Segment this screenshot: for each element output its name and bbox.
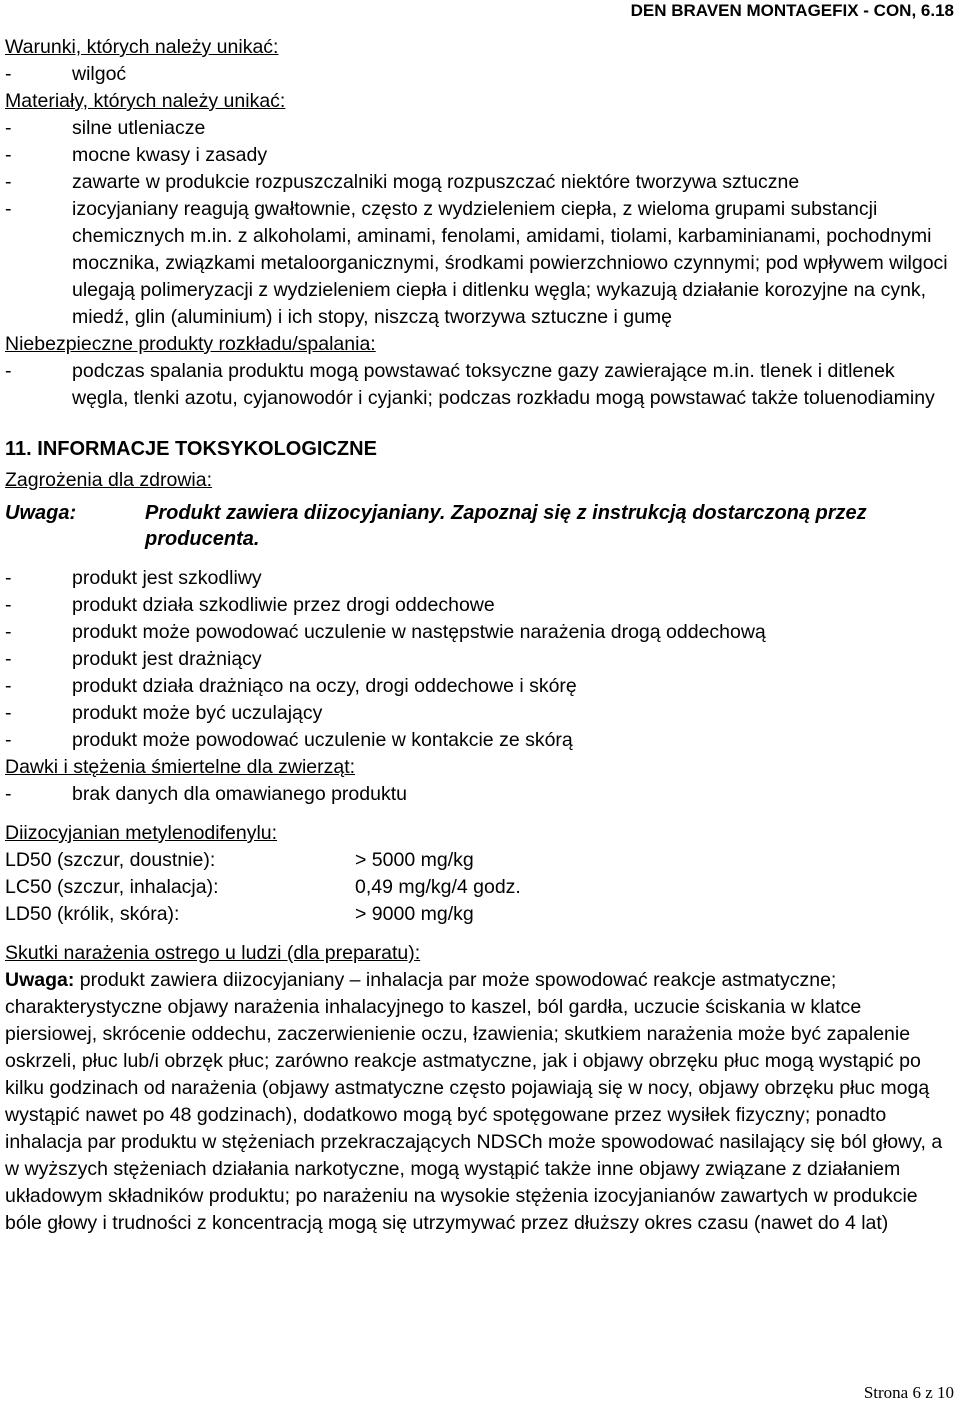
list-item: - produkt jest szkodliwy	[5, 567, 262, 589]
health-heading: Zagrożenia dla zdrowia:	[5, 469, 213, 491]
warning-note	[5, 500, 955, 552]
list-item: - wilgoć	[5, 63, 127, 85]
acute-exposure-heading: Skutki narażenia ostrego u ludzi (dla preparatu):	[5, 942, 421, 964]
warning-text: Produkt zawiera diizocyjaniany. Zapoznaj się z instrukcją dostarczoną przez producenta.	[145, 502, 867, 550]
document-header: DEN BRAVEN MONTAGEFIX - CON, 6.18	[630, 1, 954, 20]
list-item: - produkt może powodować uczulenie w kontakcie ze skórą	[5, 729, 573, 751]
page-number: Strona 6 z 10	[863, 1383, 954, 1402]
list-item: - produkt działa szkodliwie przez drogi oddechowe	[5, 594, 495, 616]
list-item: - silne utleniacze	[5, 117, 206, 139]
conditions-heading: Warunki, których należy unikać:	[5, 36, 279, 58]
section-title: 11. INFORMACJE TOKSYKOLOGICZNE	[5, 438, 377, 460]
list-item: - produkt jest drażniący	[5, 648, 262, 670]
list-item: - produkt może powodować uczulenie w następstwie narażenia drogą oddechową	[5, 621, 766, 643]
list-item: - produkt może być uczulający	[5, 702, 323, 724]
tox-row: LC50 (szczur, inhalacja): 0,49 mg/kg/4 godz.	[5, 876, 521, 898]
document-body	[5, 34, 955, 1237]
list-item: - produkt działa drażniąco na oczy, drogi oddechowe i skórę	[5, 675, 577, 697]
acute-exposure-paragraph	[5, 967, 955, 1237]
list-item: - izocyjaniany reagują gwałtownie, często z wydzieleniem ciepła, z wieloma grupami substancji chemicznych m.in. z alkoholami, aminami, fenolami, amidami, tiolami, karbaminianami, pochodnymi mocznika, związkami metaloorganicznymi, środkami powierzchniowo czynnymi; pod wpływem wilgoci ulegają polimeryzacji z wydzieleniem ciepła i ditlenku węgla; wykazują działanie korozyjne na cynk, miedź, glin (aluminium) i ich stopy, niszczą tworzywa sztuczne i gumę	[5, 198, 948, 328]
mdi-heading: Diizocyjanian metylenodifenylu:	[5, 822, 278, 844]
warning-label: Uwaga:	[5, 502, 77, 524]
list-item: - zawarte w produkcie rozpuszczalniki mogą rozpuszczać niektóre tworzywa sztuczne	[5, 171, 800, 193]
list-item: - podczas spalania produktu mogą powstawać toksyczne gazy zawierające m.in. tlenek i ditlenek węgla, tlenki azotu, cyjanowodór i cyjanki; podczas rozkładu mogą powstawać także toluenodiaminy	[5, 360, 935, 409]
lethal-doses-heading: Dawki i stężenia śmiertelne dla zwierząt:	[5, 756, 356, 778]
tox-row: LD50 (szczur, doustnie): > 5000 mg/kg	[5, 849, 474, 871]
acute-label: Uwaga:	[5, 969, 75, 991]
tox-row: LD50 (królik, skóra): > 9000 mg/kg	[5, 903, 474, 925]
decomposition-heading: Niebezpieczne produkty rozkładu/spalania:	[5, 333, 376, 355]
materials-heading: Materiały, których należy unikać:	[5, 90, 286, 112]
list-item: - mocne kwasy i zasady	[5, 144, 268, 166]
acute-text: produkt zawiera diizocyjaniany – inhalacja par może spowodować reakcje astmatyczne; charakterystyczne objawy narażenia inhalacyjnego to kaszel, ból gardła, uczucie ściskania w klatce piersiowej, skrócenie oddechu, zaczerwienienie oczu, łzawienia; skutkiem narażenia może być zapalenie oskrzeli, płuc lub/i obrzęk płuc; zarówno reakcje astmatyczne, jak i objawy obrzęku płuc mogą wystąpić po kilku godzinach od narażenia (objawy astmatyczne często pojawiają się w nocy, objawy obrzęku płuc mogą wystąpić nawet po 48 godzinach), dodatkowo mogą być spotęgowane przez wysiłek fizyczny; ponadto inhalacja par produktu w stężeniach przekraczających NDSCh może spowodować nasilający się ból głowy, a w wyższych stężeniach działania narkotyczne, mogą wystąpić także inne objawy związane z działaniem układowym składników produktu; po narażeniu na wysokie stężenia izocyjanianów zawartych w produkcie bóle głowy i trudności z koncentracją mogą się utrzymywać przez dłuższy okres czasu (nawet do 4 lat)	[5, 969, 943, 1234]
list-item: - brak danych dla omawianego produktu	[5, 783, 407, 805]
